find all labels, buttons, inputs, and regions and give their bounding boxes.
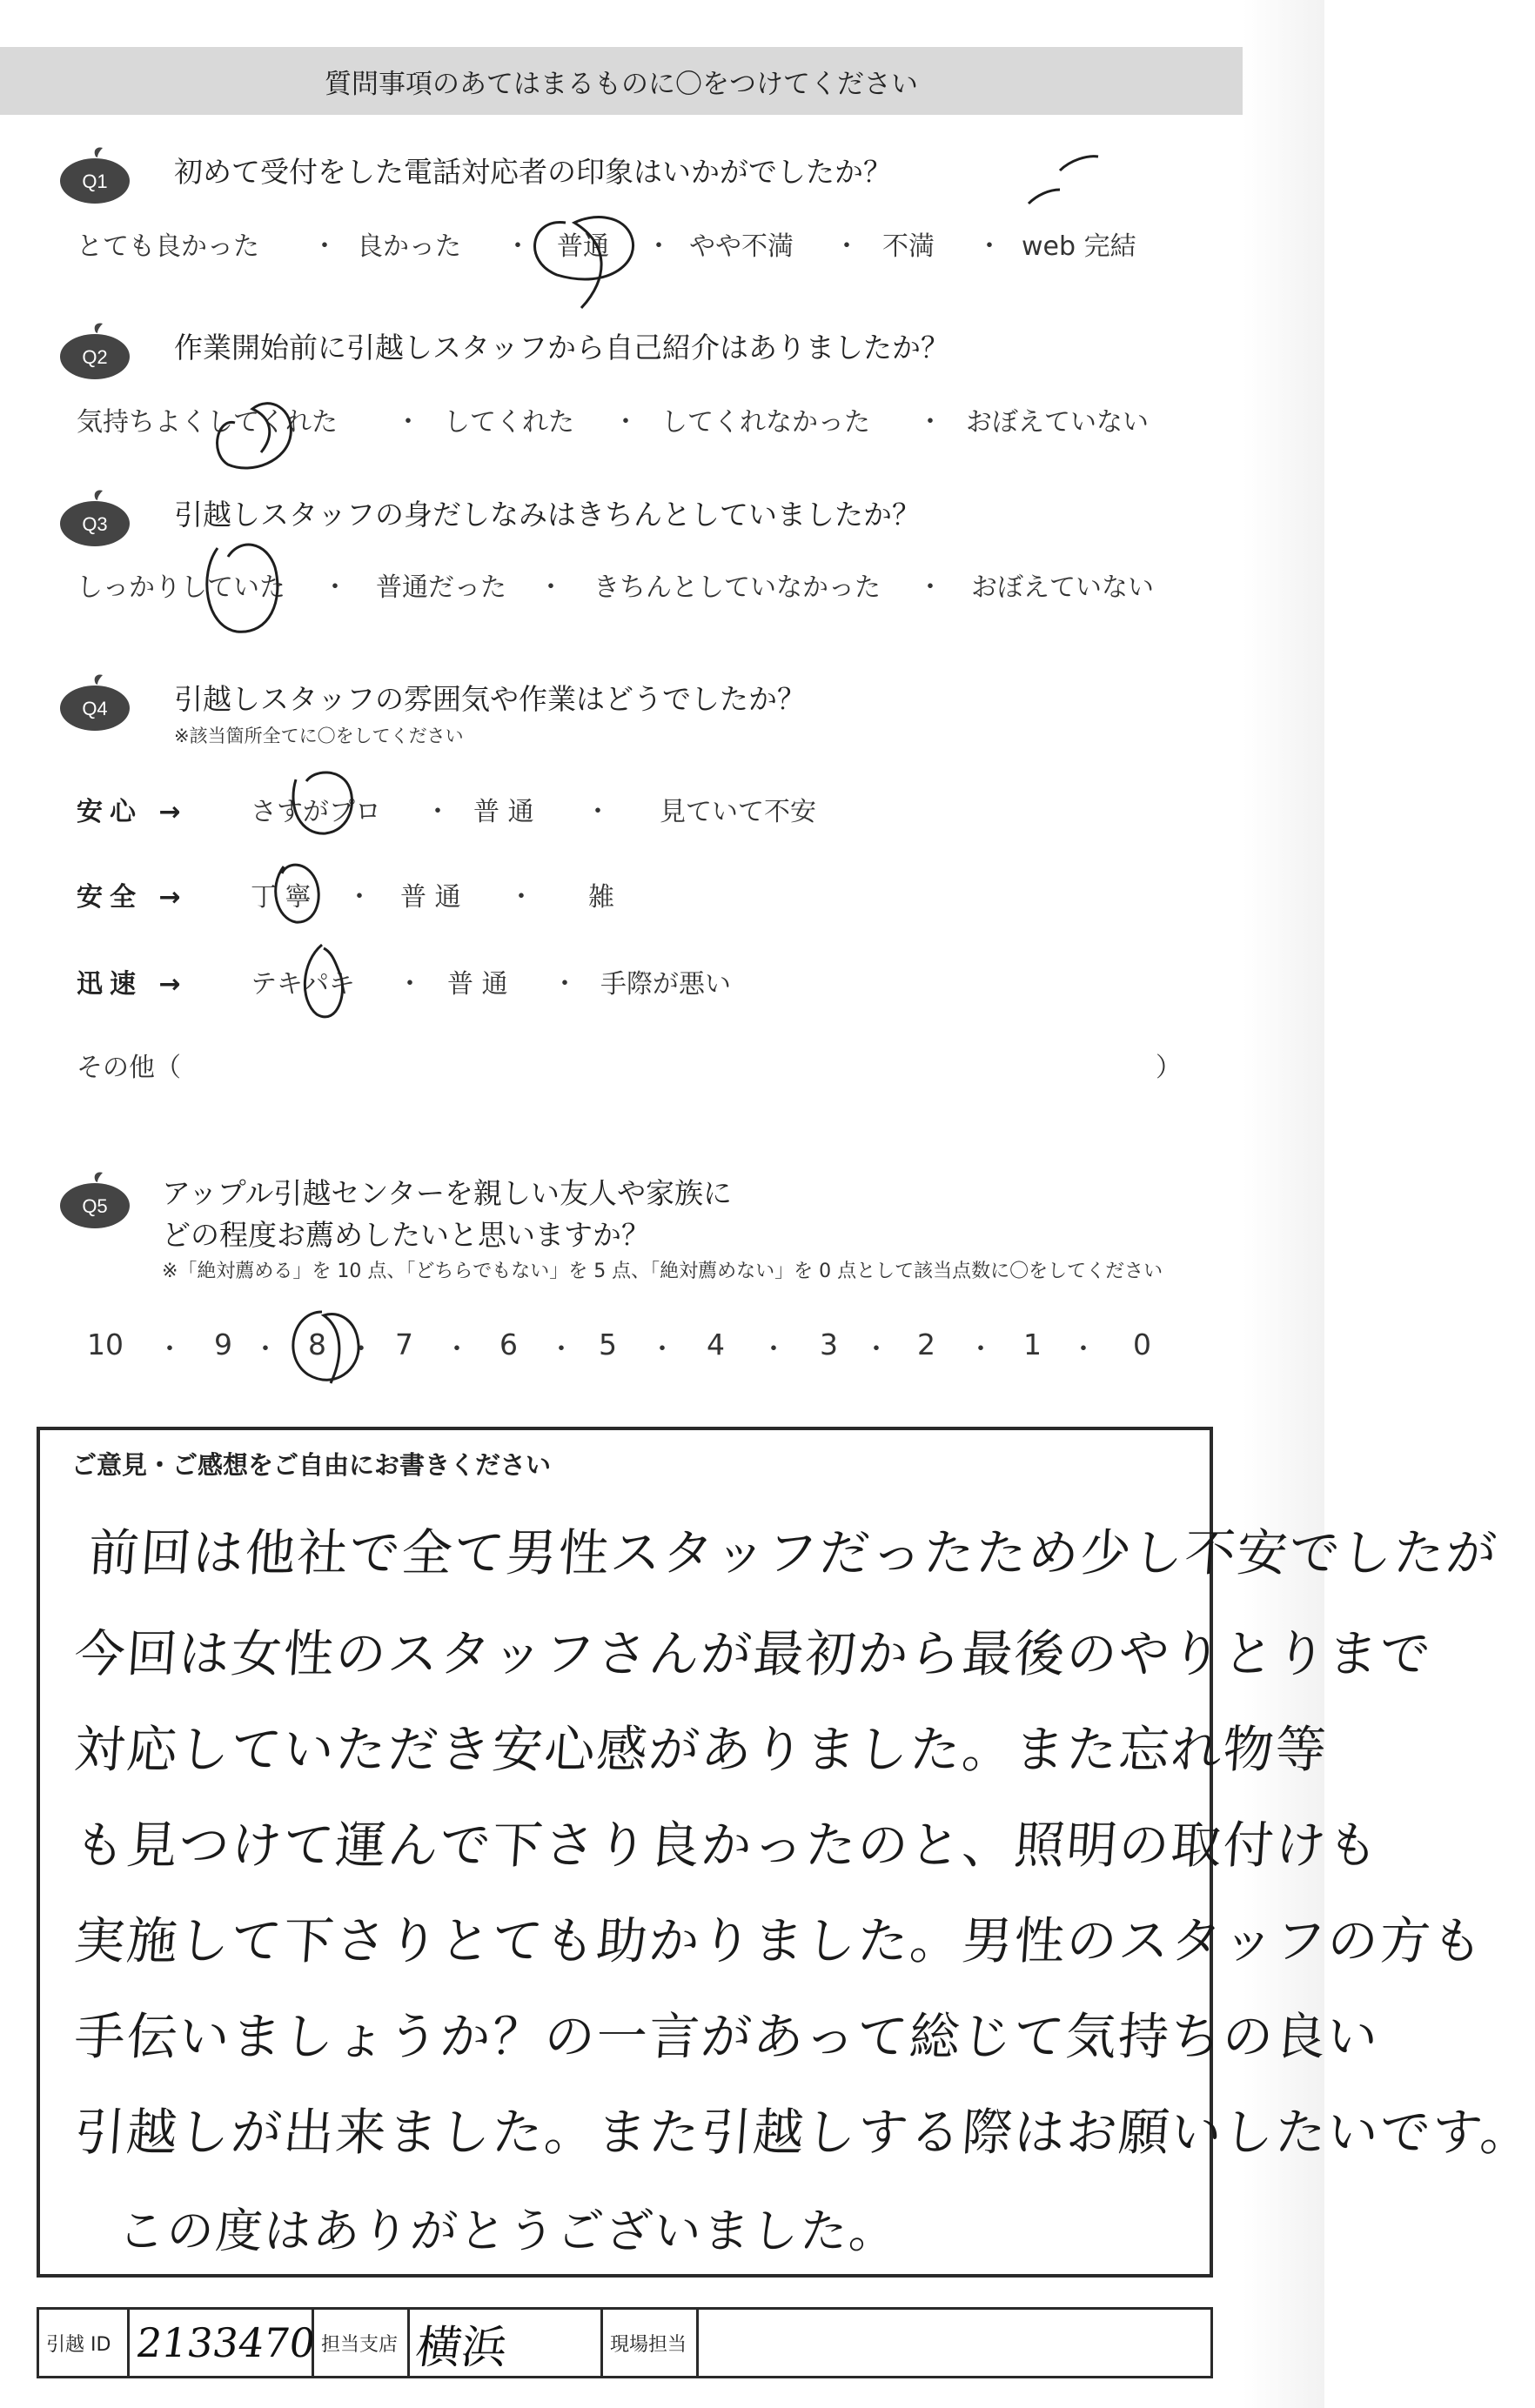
- score-8[interactable]: 8: [308, 1328, 326, 1361]
- q3-bullet: ・: [917, 572, 943, 603]
- comment-line-4: も見つけて運んで下さり良かったのと、照明の取付けも: [72, 1816, 1383, 1875]
- scale-bullet: ・: [444, 1334, 470, 1365]
- q1-bullet: ・: [505, 231, 531, 262]
- score-9[interactable]: 9: [214, 1328, 232, 1361]
- q1-bullet: ・: [312, 231, 338, 262]
- q4-bullet: ・: [552, 969, 578, 1000]
- q2-bullet: ・: [917, 407, 943, 438]
- branch-label-cell: [314, 2310, 410, 2376]
- q4-row-3-option-2[interactable]: 普 通: [447, 969, 508, 1000]
- q1-bullet: ・: [834, 231, 860, 262]
- q2-title: 作業開始前に引越しスタッフから自己紹介はありましたか？: [174, 331, 949, 365]
- comments-title: ご意見・ご感想をご自由にお書きください: [71, 1450, 552, 1480]
- q4-bullet: ・: [425, 797, 451, 827]
- q4-badge-label: Q4: [82, 698, 108, 719]
- q1-options: [77, 224, 1225, 262]
- q1-apple-badge: [57, 146, 132, 205]
- score-3[interactable]: 3: [820, 1328, 838, 1361]
- q4-other-close: ）: [1156, 1053, 1182, 1083]
- comment-line-5: 実施して下さりとても助かりました。男性のスタッフの方も: [72, 1911, 1487, 1970]
- q3-apple-badge: [57, 489, 132, 548]
- q4-bullet: ・: [585, 797, 611, 827]
- q4-bullet: ・: [397, 969, 423, 1000]
- comments-box[interactable]: [37, 1427, 1535, 2278]
- q1-bullet: ・: [976, 231, 1002, 262]
- q3-option-4[interactable]: おぼえていない: [971, 572, 1154, 603]
- instruction-header: [0, 47, 1243, 115]
- q1-option-2[interactable]: 良かった: [357, 231, 461, 262]
- q3-bullet: ・: [538, 572, 564, 603]
- q3-badge-label: Q3: [82, 513, 108, 535]
- comment-line-3: 対応していただき安心感がありました。また忘れ物等: [72, 1720, 1331, 1779]
- move-id-value: 2133470: [133, 2319, 318, 2366]
- q1-option-3[interactable]: 普通: [557, 231, 609, 262]
- stray-mark: [1029, 157, 1098, 204]
- q1-option-4[interactable]: やや不満: [689, 231, 794, 262]
- q2-bullet: ・: [395, 407, 421, 438]
- q2-option-3[interactable]: してくれなかった: [661, 407, 870, 438]
- q4-row-1-option-2[interactable]: 普 通: [473, 797, 534, 827]
- branch-label: 担当支店: [321, 2333, 399, 2356]
- q1-title: 初めて受付をした電話対応者の印象はいかがでしたか？: [174, 155, 892, 189]
- scale-bullet: ・: [968, 1334, 994, 1365]
- score-6[interactable]: 6: [499, 1328, 518, 1361]
- score-7[interactable]: 7: [395, 1328, 413, 1361]
- site-staff-label: 現場担当: [610, 2333, 687, 2356]
- score-2[interactable]: 2: [917, 1328, 935, 1361]
- q4-row-2-options: [251, 875, 1208, 913]
- q3-title: 引越しスタッフの身だしなみはきちんとしていましたか？: [174, 498, 921, 532]
- score-10[interactable]: 10: [87, 1328, 124, 1361]
- scale-bullet: ・: [1070, 1334, 1096, 1365]
- q4-row-3-options: [251, 962, 1208, 1000]
- q3-bullet: ・: [322, 572, 348, 603]
- q5-title-line-2: どの程度お薦めしたいと思いますか？: [162, 1218, 650, 1252]
- q1-bullet: ・: [646, 231, 672, 262]
- q3-option-2[interactable]: 普通だった: [376, 572, 506, 603]
- q2-options: [77, 400, 1225, 438]
- comment-line-1: 前回は他社で全て男性スタッフだったため少し不安でしたが: [86, 1523, 1501, 1582]
- q5-note: ※「絶対薦める」を 10 点、「どちらでもない」を 5 点、「絶対薦めない」を 0 点として該当点数に〇をしてください: [162, 1261, 1163, 1282]
- q4-row-2-label: 安全 →: [77, 882, 188, 913]
- score-1[interactable]: 1: [1023, 1328, 1042, 1361]
- move-id-label: 引越 ID: [46, 2333, 111, 2356]
- scale-bullet: ・: [157, 1334, 183, 1365]
- q1-option-5[interactable]: 不満: [882, 231, 935, 262]
- score-4[interactable]: 4: [707, 1328, 725, 1361]
- q1-badge-label: Q1: [82, 171, 108, 192]
- q4-other-field[interactable]: [77, 1046, 1208, 1083]
- branch-value: 横浜: [412, 2321, 511, 2374]
- q5-title-line-1: アップル引越センターを親しい友人や家族に: [162, 1176, 733, 1210]
- q2-badge-label: Q2: [82, 346, 108, 368]
- branch-value-cell[interactable]: [410, 2310, 603, 2376]
- score-5[interactable]: 5: [599, 1328, 617, 1361]
- q4-row-2-option-2[interactable]: 普 通: [400, 882, 461, 913]
- q4-row-1-label: 安心 →: [77, 797, 188, 827]
- scale-bullet: ・: [863, 1334, 889, 1365]
- scale-bullet: ・: [252, 1334, 278, 1365]
- comment-line-2: 今回は女性のスタッフさんが最初から最後のやりとりまで: [72, 1624, 1435, 1683]
- instruction-text: 質問事項のあてはまるものに〇をつけてください: [325, 68, 918, 100]
- q3-option-3[interactable]: きちんとしていなかった: [593, 572, 881, 603]
- move-id-value-cell[interactable]: [130, 2310, 318, 2376]
- q4-row-1-option-3[interactable]: 見ていて不安: [660, 797, 816, 827]
- q2-option-4[interactable]: おぼえていない: [966, 407, 1149, 438]
- comment-line-7: 引越しが出来ました。また引越しする際はお願いしたいです。: [72, 2103, 1535, 2162]
- scale-bullet: ・: [348, 1334, 374, 1365]
- q2-option-2[interactable]: してくれた: [444, 407, 574, 438]
- comment-line-6: 手伝いましょうか？の一言があって総じて気持ちの良い: [72, 2007, 1382, 2066]
- score-0[interactable]: 0: [1133, 1328, 1151, 1361]
- q4-row-3-option-3[interactable]: 手際が悪い: [600, 969, 731, 1000]
- q4-row-2-option-1[interactable]: 丁 寧: [251, 882, 312, 913]
- q4-row-1-options: [251, 790, 1208, 825]
- q4-row-3-option-1[interactable]: テキパキ: [251, 969, 355, 1000]
- q2-bullet: ・: [613, 407, 639, 438]
- q4-other-label: その他（: [77, 1053, 181, 1083]
- q4-bullet: ・: [346, 882, 372, 913]
- q4-row-1-option-1[interactable]: さすがプロ: [251, 797, 381, 827]
- q5-badge-label: Q5: [82, 1195, 108, 1217]
- q3-options: [77, 565, 1225, 603]
- q2-apple-badge: [57, 322, 132, 381]
- q2-option-1[interactable]: 気持ちよくしてくれた: [77, 407, 338, 438]
- site-staff-label-cell: [603, 2310, 699, 2376]
- scale-bullet: ・: [761, 1334, 787, 1365]
- q4-title: 引越しスタッフの雰囲気や作業はどうでしたか？: [174, 682, 806, 716]
- q4-note: ※該当箇所全てに〇をしてください: [174, 726, 464, 746]
- move-id-label-cell: [39, 2310, 130, 2376]
- q1-option-6[interactable]: web 完結: [1022, 231, 1136, 262]
- q4-bullet: ・: [508, 882, 534, 913]
- scale-bullet: ・: [649, 1334, 675, 1365]
- site-staff-value-cell[interactable]: [699, 2310, 1210, 2376]
- comment-line-8: この度はありがとうございました。: [116, 2204, 900, 2258]
- q4-apple-badge: [57, 673, 132, 732]
- q5-apple-badge: [57, 1171, 132, 1230]
- q4-row-2-option-3[interactable]: 雑: [588, 882, 614, 913]
- q1-option-1[interactable]: とても良かった: [77, 231, 259, 262]
- footer-info-bar: [37, 2307, 1213, 2378]
- q4-row-3-label: 迅速 →: [77, 969, 188, 1000]
- scale-bullet: ・: [548, 1334, 574, 1365]
- q3-option-1[interactable]: しっかりしていた: [77, 572, 285, 603]
